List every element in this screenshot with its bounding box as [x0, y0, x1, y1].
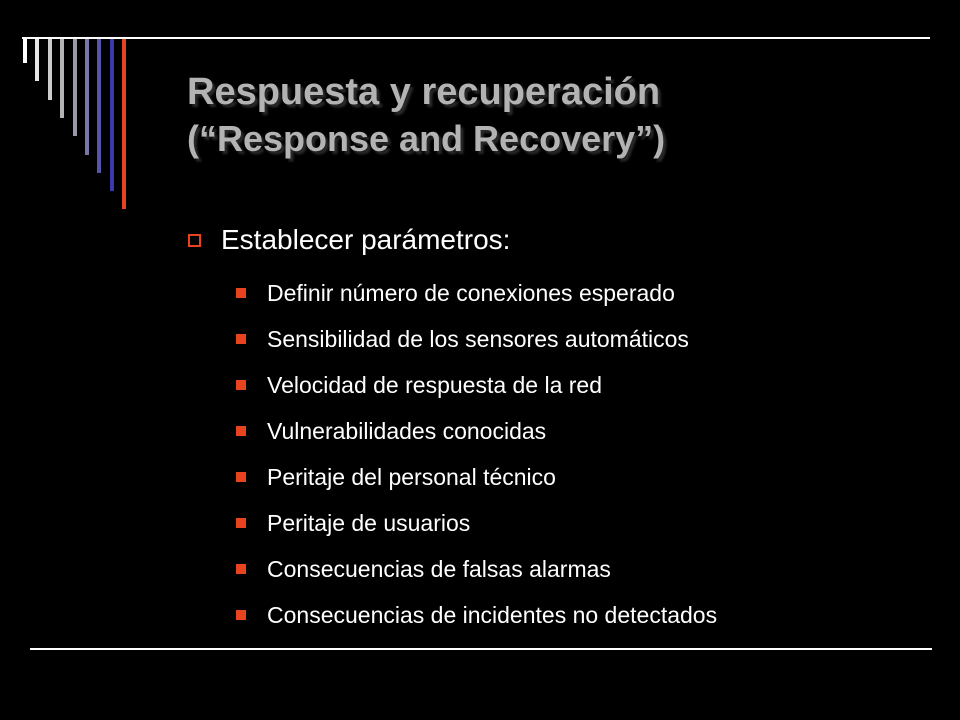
square-bullet-icon: [236, 334, 246, 344]
sub-bullet-text: Peritaje de usuarios: [267, 509, 471, 536]
sub-bullet-item: [236, 362, 928, 408]
sub-bullet-item: [236, 316, 928, 362]
sub-bullet-text: Consecuencias de falsas alarmas: [267, 555, 611, 582]
decorative-stripe: [73, 39, 77, 136]
title-line-english: (“Response and Recovery”): [187, 118, 666, 159]
square-bullet-icon: [236, 380, 246, 390]
sub-bullet-text: Sensibilidad de los sensores automáticos: [267, 325, 689, 352]
sub-bullet-list: [188, 270, 928, 638]
sub-bullet-item: [236, 592, 928, 638]
slide-title: [187, 68, 927, 162]
top-divider-line: [22, 37, 930, 39]
title-line-spanish: Respuesta y recuperación: [187, 71, 661, 113]
sub-bullet-text: Consecuencias de incidentes no detectados: [267, 601, 718, 628]
decorative-stripe: [85, 39, 89, 155]
main-bullet: [188, 220, 928, 260]
sub-bullet-item: [236, 500, 928, 546]
slide-content: [188, 220, 928, 638]
decorative-stripe: [60, 39, 64, 118]
sub-bullet-text: Vulnerabilidades conocidas: [267, 417, 547, 444]
main-bullet-text: Establecer parámetros:: [221, 224, 511, 255]
square-bullet-icon: [236, 472, 246, 482]
bottom-divider-line: [30, 648, 932, 650]
sub-bullet-item: [236, 546, 928, 592]
decorative-stripe: [23, 39, 27, 63]
decorative-stripe: [48, 39, 52, 100]
square-bullet-icon: [236, 518, 246, 528]
sub-bullet-text: Peritaje del personal técnico: [267, 463, 556, 490]
decorative-stripe: [35, 39, 39, 81]
decorative-stripe: [110, 39, 114, 191]
square-bullet-icon: [236, 426, 246, 436]
decorative-stripe: [97, 39, 101, 173]
sub-bullet-item: [236, 408, 928, 454]
hollow-square-bullet-icon: [188, 234, 201, 247]
square-bullet-icon: [236, 288, 246, 298]
square-bullet-icon: [236, 610, 246, 620]
sub-bullet-text: Velocidad de respuesta de la red: [267, 371, 603, 398]
sub-bullet-item: [236, 270, 928, 316]
decorative-stripe: [122, 39, 126, 209]
sub-bullet-text: Definir número de conexiones esperado: [267, 279, 675, 306]
sub-bullet-item: [236, 454, 928, 500]
square-bullet-icon: [236, 564, 246, 574]
